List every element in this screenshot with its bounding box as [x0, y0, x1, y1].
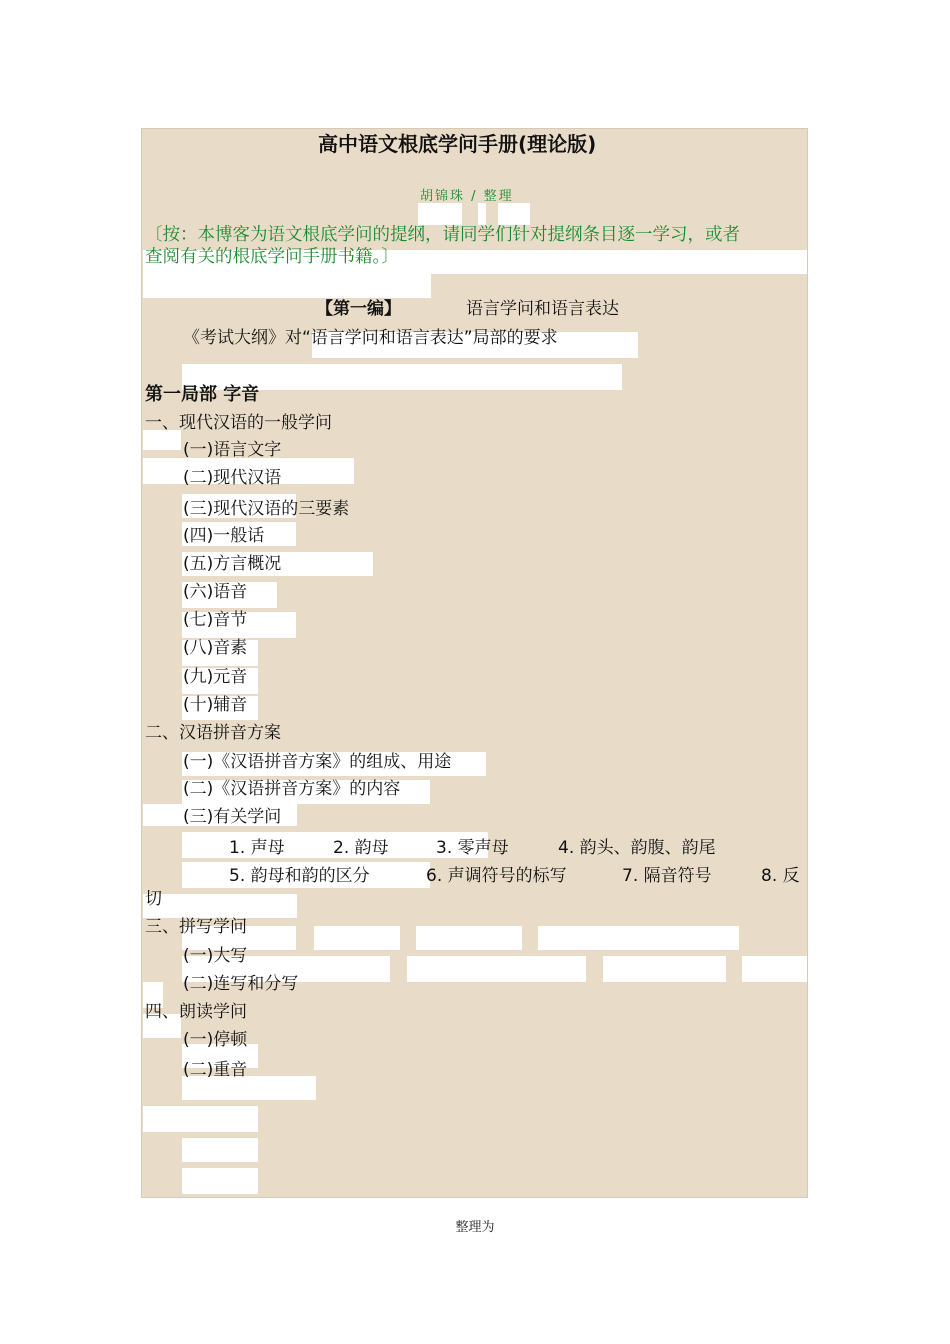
outline-item: (一)《汉语拼音方案》的组成、用途: [183, 752, 452, 772]
footer-text: 整理为: [455, 1220, 495, 1235]
blank-patch: [143, 894, 297, 918]
note-line-1: 〔按：本博客为语文根底学问的提纲，请同学们针对提纲条目逐一学习，或者: [145, 225, 740, 245]
blank-patch: [407, 956, 586, 982]
blank-patch: [143, 274, 431, 298]
outline-subitem: 3. 零声母: [436, 838, 509, 858]
outline-subitem: 8. 反: [761, 866, 800, 886]
outline-subitem: 1. 声母: [229, 838, 285, 858]
blank-patch: [314, 926, 400, 950]
blank-patch: [182, 1138, 258, 1162]
blank-patch: [742, 956, 807, 982]
outline-item: (八)音素: [183, 638, 248, 658]
outline-subitem: 切: [145, 889, 162, 909]
part-heading: 【第一编】: [316, 299, 401, 319]
outline-item: (三)现代汉语的三要素: [183, 499, 350, 519]
outline-heading: 二、汉语拼音方案: [145, 723, 281, 743]
outline-item: (四)一般话: [183, 526, 265, 546]
outline-item: (一)大写: [183, 946, 248, 966]
blank-patch: [416, 926, 522, 950]
blank-patch: [182, 1168, 258, 1194]
outline-item: (三)有关学问: [183, 807, 282, 827]
outline-item: (五)方言概况: [183, 554, 282, 574]
outline-subitem: 6. 声调符号的标写: [426, 866, 567, 886]
blank-patch: [603, 956, 726, 982]
outline-item: (二)连写和分写: [183, 974, 299, 994]
outline-subitem: 7. 隔音符号: [622, 866, 712, 886]
author-line: 胡锦珠 / 整理: [420, 189, 514, 204]
outline-item: (九)元音: [183, 667, 248, 687]
part-subject: 语言学问和语言表达: [466, 299, 619, 319]
syllabus-line: 《考试大纲》对“语言学问和语言表达”局部的要求: [183, 328, 558, 348]
outline-item: (六)语音: [183, 582, 248, 602]
outline-subitem: 5. 韵母和韵的区分: [229, 866, 370, 886]
blank-patch: [143, 1106, 258, 1132]
outline-item: (二)《汉语拼音方案》的内容: [183, 779, 401, 799]
outline-heading: 三、拼写学问: [145, 917, 247, 937]
outline-heading: 一、现代汉语的一般学问: [145, 413, 332, 433]
outline-item: (二)重音: [183, 1060, 248, 1080]
page-title: 高中语文根底学问手册(理论版): [318, 132, 597, 156]
section-heading: 第一局部 字音: [145, 384, 260, 405]
outline-subitem: 4. 韵头、韵腹、韵尾: [558, 838, 716, 858]
outline-item: (七)音节: [183, 610, 248, 630]
blank-patch: [143, 430, 181, 450]
outline-item: (十)辅音: [183, 695, 248, 715]
outline-item: (二)现代汉语: [183, 468, 282, 488]
outline-heading: 四、朗读学问: [145, 1002, 247, 1022]
note-line-2: 查阅有关的根底学问手册书籍。〕: [145, 247, 399, 267]
blank-patch: [538, 926, 739, 950]
outline-item: (一)语言文字: [183, 440, 282, 460]
outline-subitem: 2. 韵母: [333, 838, 389, 858]
outline-item: (一)停顿: [183, 1030, 248, 1050]
